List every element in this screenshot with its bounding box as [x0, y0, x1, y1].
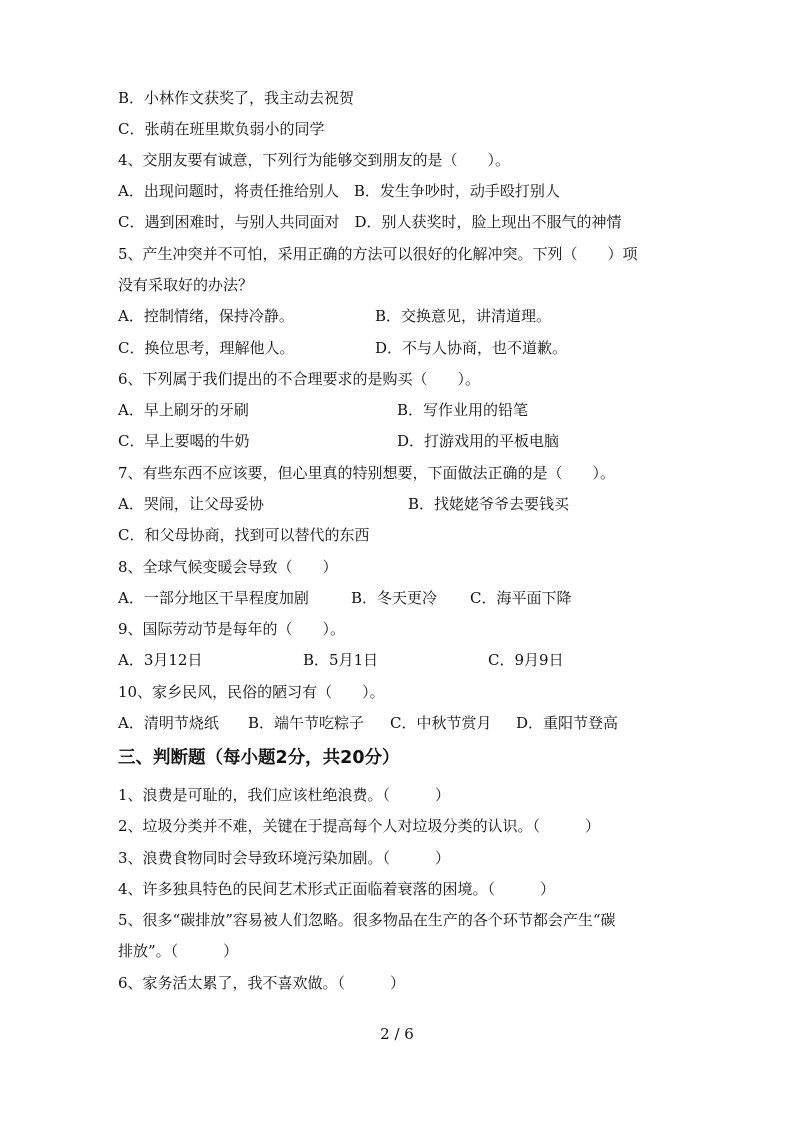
- q4-stem: 4、交朋友要有诚意，下列行为能够交到朋友的是（ ）。: [118, 151, 511, 169]
- q8-option-c: C．海平面下降: [470, 589, 572, 607]
- q5-stem-line2: 没有采取好的办法？: [118, 276, 254, 294]
- q9-stem: 9、国际劳动节是每年的（ ）。: [118, 620, 346, 638]
- q10-option-d: D．重阳节登高: [516, 714, 619, 732]
- q6-option-a: A．早上刷牙的牙刷: [118, 401, 249, 419]
- q5-option-a: A．控制情绪，保持冷静。: [118, 307, 294, 325]
- q4-options-cd: C．遇到困难时，与别人共同面对 D．别人获奖时，脸上现出不服气的神情: [118, 213, 622, 231]
- judge-item-6: 6、家务活太累了，我不喜欢做。（ ）: [118, 974, 406, 992]
- q5-option-c: C．换位思考，理解他人。: [118, 339, 295, 357]
- section-3-title: 三、判断题（每小题2分，共20分）: [118, 748, 400, 768]
- q6-option-b: B．写作业用的铅笔: [397, 401, 529, 419]
- q8-option-b: B．冬天更冷: [351, 589, 438, 607]
- q6-option-d: D．打游戏用的平板电脑: [397, 432, 560, 450]
- q5-option-b: B．交换意见，讲清道理。: [375, 307, 552, 325]
- q7-option-c: C．和父母协商，找到可以替代的东西: [118, 526, 370, 544]
- q3-option-b: B．小林作文获奖了，我主动去祝贺: [118, 89, 355, 107]
- q10-stem: 10、家乡民风，民俗的陋习有（ ）。: [118, 683, 385, 701]
- q7-option-a: A．哭闹，让父母妥协: [118, 495, 264, 513]
- q6-stem: 6、下列属于我们提出的不合理要求的是购买（ ）。: [118, 370, 481, 388]
- q9-option-c: C．9月9日: [488, 651, 564, 669]
- judge-item-5-line1: 5、很多“碳排放”容易被人们忽略。很多物品在生产的各个环节都会产生“碳: [118, 911, 616, 929]
- q7-stem: 7、有些东西不应该要，但心里真的特别想要，下面做法正确的是（ ）。: [118, 464, 616, 482]
- judge-item-4: 4、许多独具特色的民间艺术形式正面临着衰落的困境。（ ）: [118, 880, 556, 898]
- q5-stem-line1: 5、产生冲突并不可怕，采用正确的方法可以很好的化解冲突。下列（ ）项: [118, 245, 638, 263]
- q9-option-b: B．5月1日: [303, 651, 379, 669]
- q5-option-d: D．不与人协商，也不道歉。: [375, 339, 568, 357]
- judge-item-2: 2、垃圾分类并不难，关键在于提高每个人对垃圾分类的认识。（ ）: [118, 817, 601, 835]
- judge-item-1: 1、浪费是可耻的，我们应该杜绝浪费。（ ）: [118, 786, 451, 804]
- q8-stem: 8、全球气候变暖会导致（ ）: [118, 558, 338, 576]
- q10-option-b: B．端午节吃粽子: [248, 714, 365, 732]
- q9-option-a: A．3月12日: [118, 651, 203, 669]
- q8-option-a: A．一部分地区干旱程度加剧: [118, 589, 309, 607]
- q10-option-c: C．中秋节赏月: [390, 714, 492, 732]
- judge-item-5-line2: 排放”。（ ）: [118, 942, 239, 960]
- q7-option-b: B．找姥姥爷爷去要钱买: [408, 495, 570, 513]
- q4-options-ab: A．出现问题时，将责任推给别人 B．发生争吵时，动手殴打别人: [118, 182, 560, 200]
- q10-option-a: A．清明节烧纸: [118, 714, 219, 732]
- q3-option-c: C．张萌在班里欺负弱小的同学: [118, 120, 325, 138]
- judge-item-3: 3、浪费食物同时会导致环境污染加剧。（ ）: [118, 849, 451, 867]
- page-number: 2 / 6: [380, 1025, 414, 1043]
- q6-option-c: C．早上要喝的牛奶: [118, 432, 250, 450]
